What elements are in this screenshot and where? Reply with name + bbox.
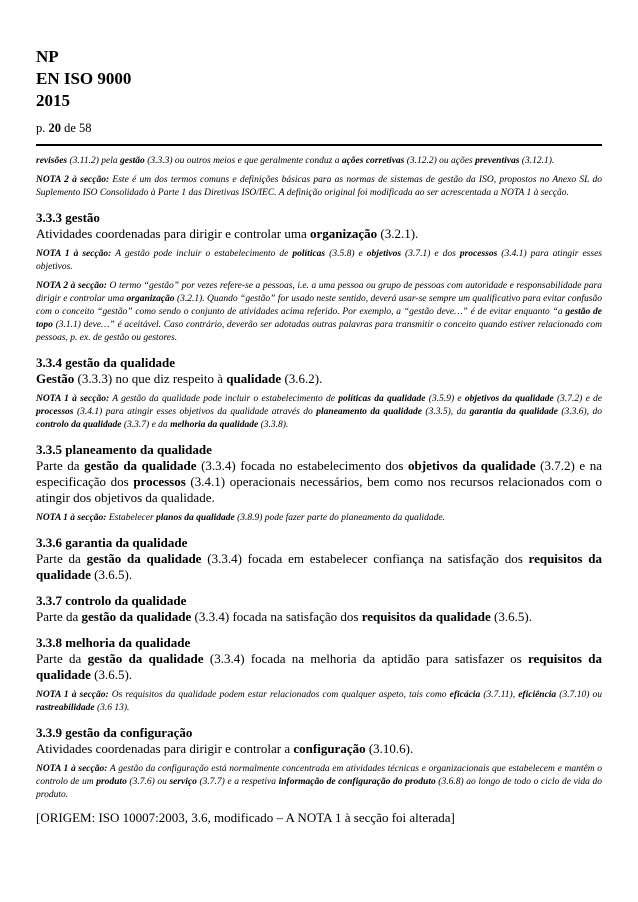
note-1-3-3-9: NOTA 1 à secção: A gestão da configuração está normalmente concentrada em atividades técnicas e organizacionais que estabelecem e mantêm o controlo de um produto (3.7.6) ou serviço (3.7.7) e a respetiva informação de configuração do produto (3.6.8) ao longo de todo o ciclo de vida do produto.: [36, 764, 603, 800]
standard-year: 2015: [36, 91, 70, 110]
page-number: 20: [48, 121, 61, 135]
note-1-3-3-8: NOTA 1 à secção: Os requisitos da qualidade podem estar relacionados com qualquer aspeto, tais como eficácia (3.7.11), eficiência (3.7.10) ou rastreabilidade (3.6 13).: [36, 690, 603, 713]
term-heading-3-3-6: 3.3.6 garantia da qualidade: [36, 535, 188, 550]
definition-3-3-5: Parte da gestão da qualidade (3.3.4) focada no estabelecimento dos objetivos da qualidade (3.7.2) e na especificação dos processos (3.4.1) operacionais necessários, bem como nos recursos relacionados com o atingir dos objetivos da qualidade.: [36, 458, 603, 505]
term-heading-3-3-4: 3.3.4 gestão da qualidade: [36, 355, 176, 370]
term-heading-3-3-5: 3.3.5 planeamento da qualidade: [36, 442, 212, 457]
note-1-3-3-3: NOTA 1 à secção: A gestão pode incluir o estabelecimento de políticas (3.5.8) e objetivos (3.7.1) e dos processos (3.4.1) para atingir esses objetivos.: [36, 249, 602, 272]
term-heading-3-3-8: 3.3.8 melhoria da qualidade: [36, 635, 191, 650]
note-1-3-3-4: NOTA 1 à secção: A gestão da qualidade pode incluir o estabelecimento de políticas da qualidade (3.5.9) e objetivos da qualidade (3.7.2) e de processos (3.4.1) para atingir esses objetivos da qualidade através do planeamento da qualidade (3.3.5), da garantia da qualidade (3.3.6), do controlo da qualidade (3.3.7) e da melhoria da qualidade (3.3.8).: [36, 394, 603, 430]
definition-3-3-7: Parte da gestão da qualidade (3.3.4) focada na satisfação dos requisitos da qualidade (3.6.5).: [36, 609, 532, 624]
source-reference: [ORIGEM: ISO 10007:2003, 3.6, modificado – A NOTA 1 à secção foi alterada]: [36, 810, 455, 825]
page-number-info: p. 20 de 58: [36, 121, 92, 135]
standard-prefix: NP: [36, 47, 59, 66]
header-divider: [36, 144, 602, 146]
definition-3-3-6: Parte da gestão da qualidade (3.3.4) focada em estabelecer confiança na satisfação dos requisitos da qualidade (3.6.5).: [36, 551, 602, 582]
term-heading-3-3-3: 3.3.3 gestão: [36, 210, 100, 225]
document-header: [36, 46, 131, 112]
note-2-3-3-3: NOTA 2 à secção: O termo “gestão” por vezes refere-se a pessoas, i.e. a uma pessoa ou grupo de pessoas com autoridade e responsabilidade para dirigir e controlar uma organização (3.2.1). Quando “gestão” for usado neste sentido, deverá usar-se sempre um qualificativo para evitar confusão com o conceito “gestão” como sendo o conjunto de atividades acima referido. Por exemplo, a “gestão deve…” é de evitar enquanto “a gestão de topo (3.1.1) deve…” é aceitável. Caso contrário, deverão ser adotadas outras palavras para transmitir o conceito quando estiver relacionado com pessoas, p. ex. de gestão ou gestores.: [36, 281, 602, 343]
term-heading-3-3-9: 3.3.9 gestão da configuração: [36, 725, 193, 740]
note-2-previous-term: NOTA 2 à secção: Este é um dos termos comuns e definições básicas para as normas de sistemas de gestão da ISO, propostos no Anexo SL do Suplemento ISO Consolidado à Parte 1 das Diretivas ISO/IEC. A definição original foi modificada ao ser acrescentada a NOTA 1 à secção.: [36, 175, 602, 198]
continued-note: revisões (3.11.2) pela gestão (3.3.3) ou outros meios e que geralmente conduz a ações corretivas (3.12.2) ou ações preventivas (3.12.1).: [36, 156, 555, 166]
term-heading-3-3-7: 3.3.7 controlo da qualidade: [36, 593, 187, 608]
standard-number: EN ISO 9000: [36, 69, 132, 88]
definition-3-3-4: Gestão (3.3.3) no que diz respeito à qualidade (3.6.2).: [36, 371, 323, 386]
definition-3-3-8: Parte da gestão da qualidade (3.3.4) focada na melhoria da aptidão para satisfazer os requisitos da qualidade (3.6.5).: [36, 651, 602, 682]
note-1-3-3-5: NOTA 1 à secção: Estabelecer planos da qualidade (3.8.9) pode fazer parte do planeamento da qualidade.: [36, 513, 445, 523]
document-body: [36, 155, 602, 826]
definition-3-3-3: Atividades coordenadas para dirigir e controlar uma organização (3.2.1).: [36, 226, 419, 241]
definition-3-3-9: Atividades coordenadas para dirigir e controlar a configuração (3.10.6).: [36, 741, 414, 756]
